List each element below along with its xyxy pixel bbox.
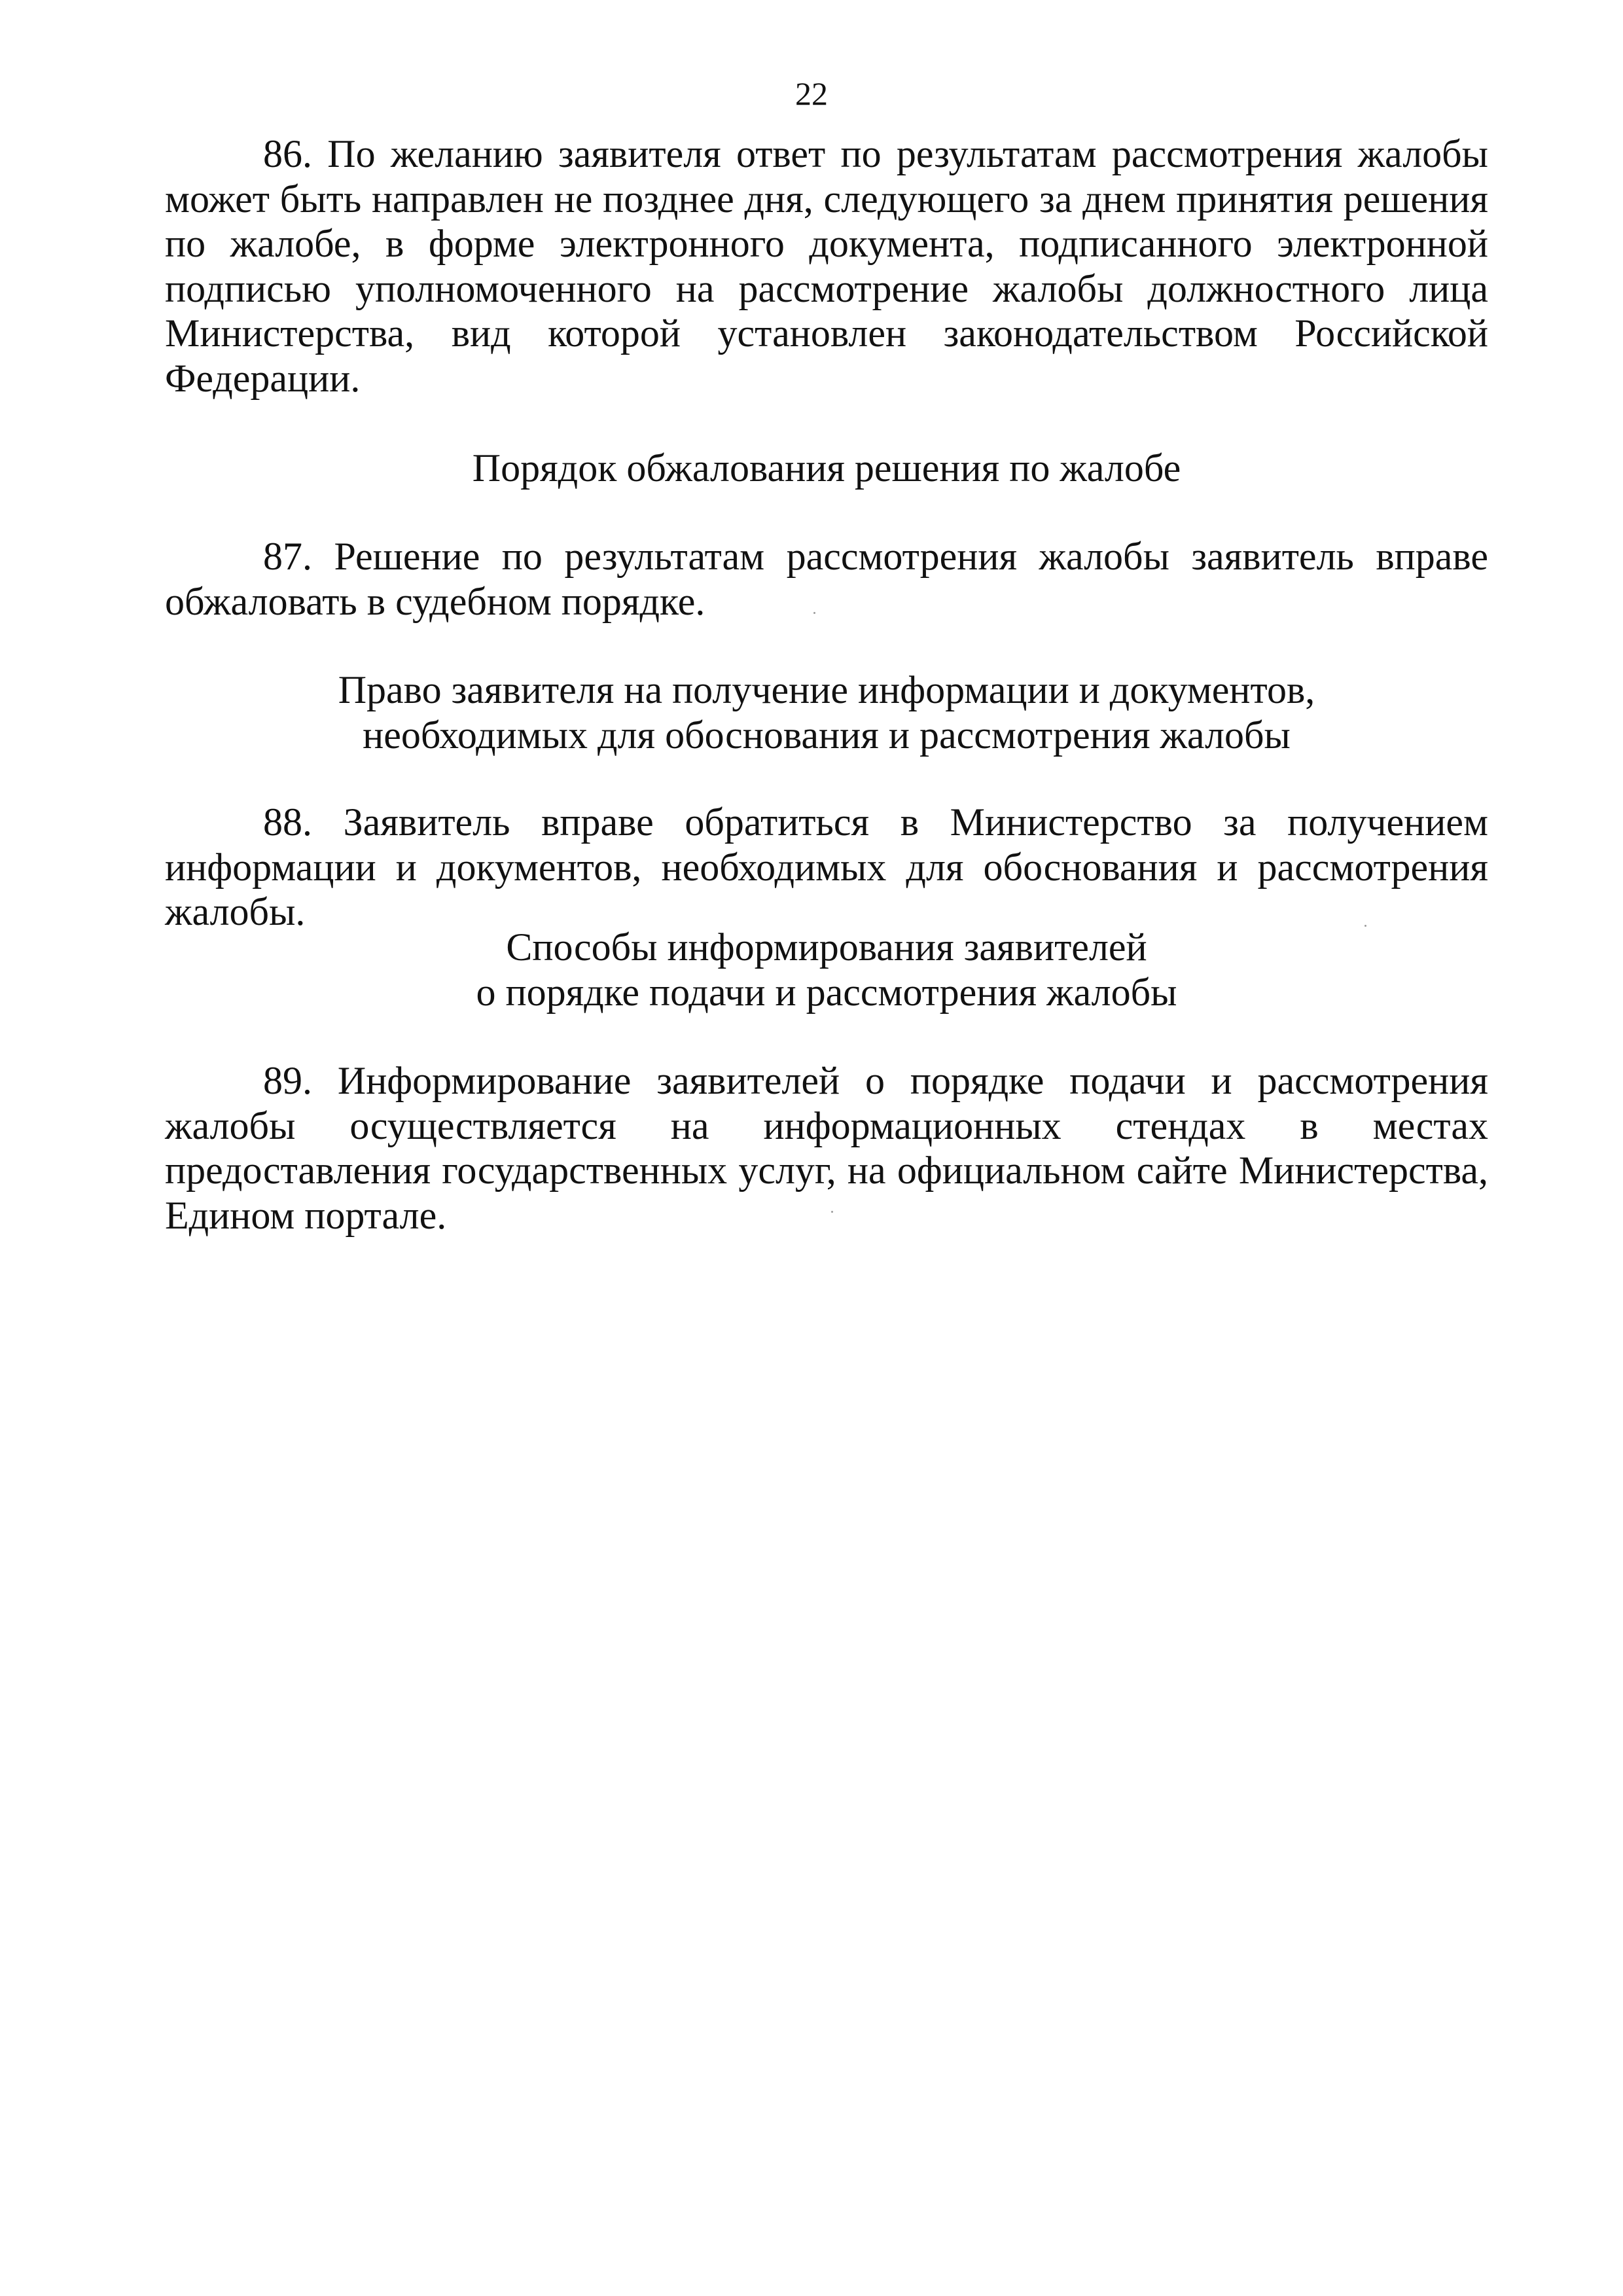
heading-applicant-rights	[165, 668, 1488, 757]
scan-speck	[831, 1211, 833, 1213]
paragraph-89-text: 89. Информирование заявителей о порядке подачи и рассмотрения жалобы осуществляется на информационных стендах в местах предоставления государственных услуг, на официальном сайте Министерства, Едином портале.	[165, 1059, 1488, 1237]
paragraph-88	[165, 800, 1488, 935]
paragraph-86-text: 86. По желанию заявителя ответ по результатам рассмотрения жалобы может быть направлен не позднее дня, следующего за днем принятия решения по жалобе, в форме электронного документа, подписанного электронной подписью уполномоченного на рассмотрение жалобы должностного лица Министерства, вид которой установлен законодательством Российской Федерации.	[165, 132, 1488, 400]
heading-informing-methods-line-2: о порядке подачи и рассмотрения жалобы	[476, 970, 1177, 1014]
heading-applicant-rights-line-2: необходимых для обоснования и рассмотрения жалобы	[363, 713, 1291, 757]
paragraph-87-text: 87. Решение по результатам рассмотрения жалобы заявитель вправе обжаловать в судебном порядке.	[165, 535, 1488, 623]
heading-appeal-procedure	[165, 446, 1488, 491]
page-number: 22	[795, 75, 828, 112]
paragraph-88-text: 88. Заявитель вправе обратиться в Министерство за получением информации и документов, необходимых для обоснования и рассмотрения жалобы.	[165, 800, 1488, 933]
paragraph-87	[165, 534, 1488, 624]
scan-speck	[813, 612, 815, 614]
paragraph-86	[165, 132, 1488, 401]
paragraph-89	[165, 1058, 1488, 1238]
scan-speck	[1364, 925, 1366, 927]
heading-informing-methods	[165, 925, 1488, 1014]
heading-informing-methods-text	[165, 925, 1488, 1014]
heading-applicant-rights-line-1: Право заявителя на получение информации и документов,	[338, 668, 1315, 711]
heading-appeal-procedure-text: Порядок обжалования решения по жалобе	[472, 446, 1181, 490]
heading-applicant-rights-text	[165, 668, 1488, 757]
heading-informing-methods-line-1: Способы информирования заявителей	[506, 925, 1147, 969]
